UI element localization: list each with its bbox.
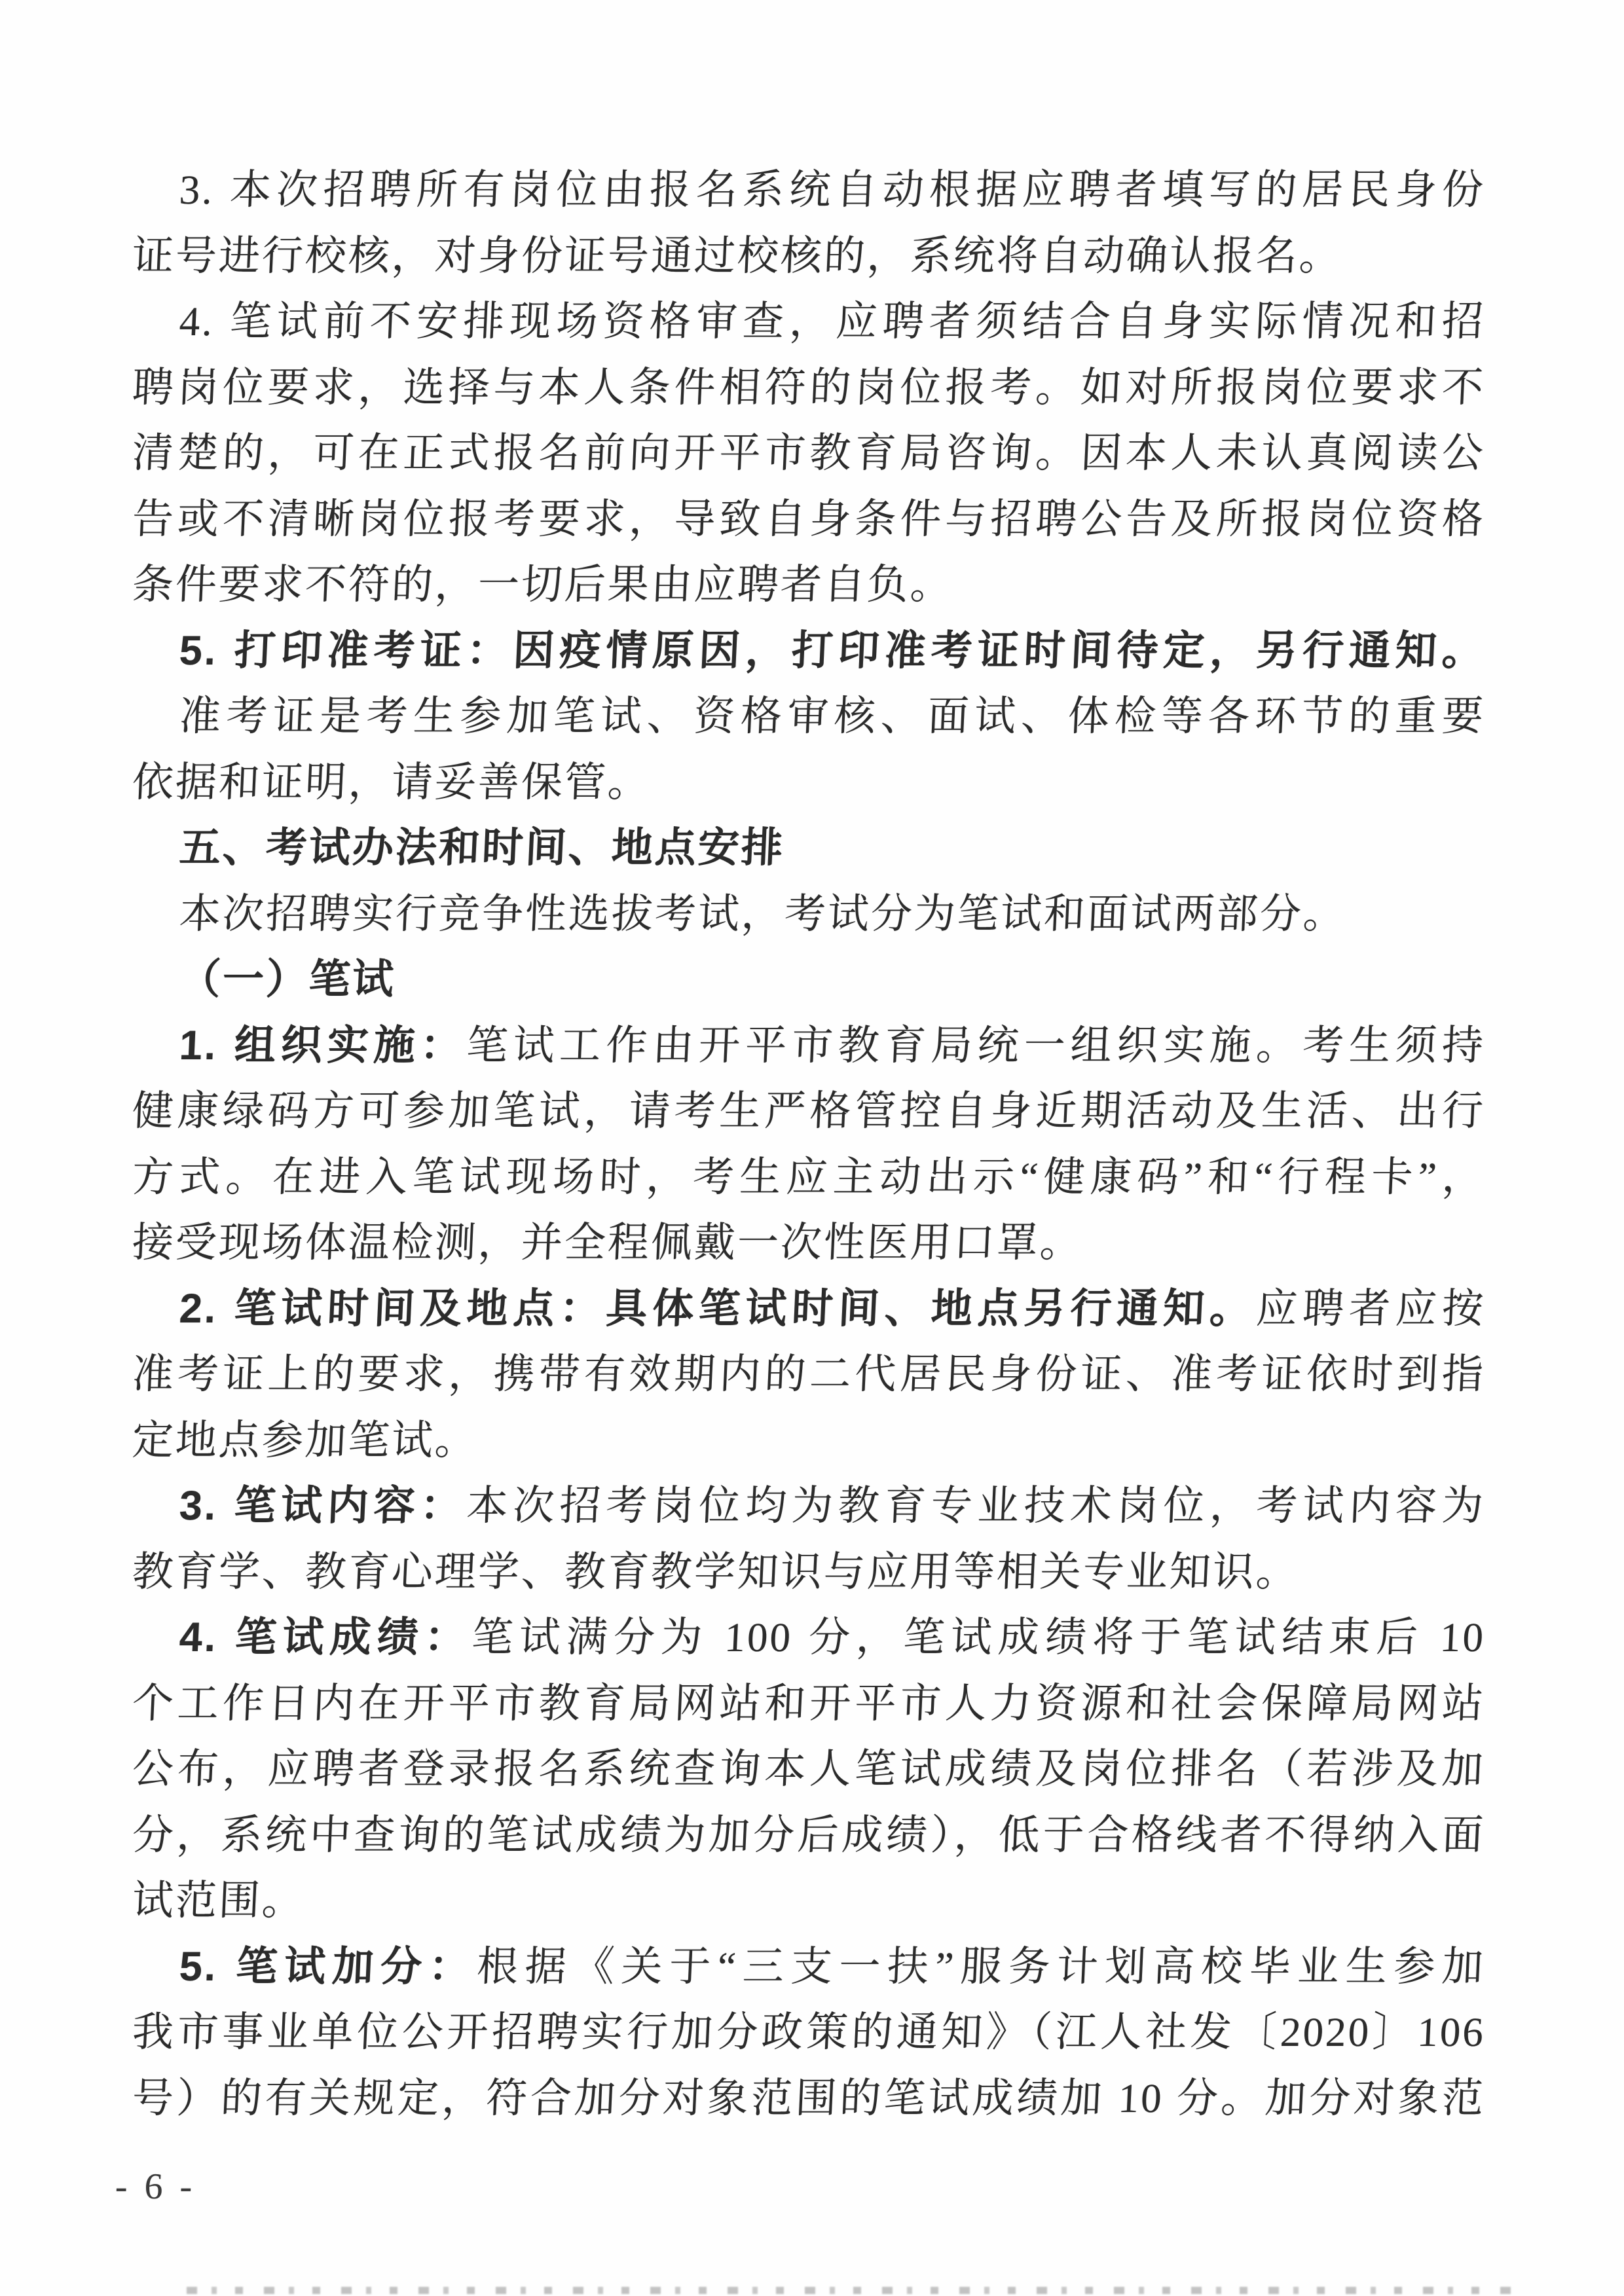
text-line: [131, 486, 1487, 553]
regular-text-run: 公布，应聘者登录报名系统查询本人笔试成绩及岗位排名（若涉及加: [131, 1746, 1486, 1792]
text-line: [131, 1605, 1487, 1671]
regular-text-run: 笔试工作由开平市教育局统一组织实施。考生须持: [466, 1022, 1486, 1068]
regular-text-run: 应聘者应按: [1255, 1285, 1486, 1332]
bold-text-run: 五、考试办法和时间、地点安排: [178, 825, 786, 871]
bold-text-run: 4. 笔试成绩：: [178, 1614, 473, 1660]
bold-text-run: 5. 笔试加分：: [178, 1943, 478, 1990]
regular-text-run: 试范围。: [131, 1878, 306, 1923]
regular-text-run: 个工作日内在开平市教育局网站和开平市人力资源和社会保障局网站: [131, 1680, 1486, 1726]
text-line: [131, 1736, 1487, 1802]
text-line: [131, 1473, 1487, 1539]
regular-text-run: 依据和证明，请妥善保管。: [131, 759, 652, 805]
text-line: [131, 1999, 1487, 2066]
regular-text-run: 聘岗位要求，选择与本人条件相符的岗位报考。如对所报岗位要求不: [131, 364, 1486, 410]
bold-text-run: 1. 组织实施：: [178, 1022, 468, 1068]
page-bottom-cutoff-artifact: [187, 2287, 1522, 2294]
regular-text-run: 清楚的，可在正式报名前向开平市教育局咨询。因本人未认真阅读公: [131, 430, 1486, 476]
regular-text-run: 根据《关于“三支一扶”服务计划高校毕业生参加: [475, 1943, 1486, 1990]
document-text-block: [132, 157, 1485, 2131]
text-line: [131, 552, 1487, 618]
text-line: [131, 683, 1487, 750]
text-line: [131, 1276, 1487, 1342]
regular-text-run: 4. 笔试前不安排现场资格审查，应聘者须结合自身实际情况和招: [178, 299, 1486, 344]
regular-text-run: 教育学、教育心理学、教育教学知识与应用等相关专业知识。: [131, 1548, 1301, 1595]
regular-text-run: 本次招考岗位均为教育专业技术岗位，考试内容为: [466, 1483, 1486, 1529]
regular-text-run: 健康绿码方可参加笔试，请考生严格管控自身近期活动及生活、出行: [131, 1088, 1486, 1134]
text-line: [131, 1539, 1487, 1605]
regular-text-run: 本次招聘实行竞争性选拔考试，考试分为笔试和面试两部分。: [178, 890, 1348, 937]
regular-text-run: 证号进行校核，对身份证号通过校核的，系统将自动确认报名。: [131, 232, 1344, 279]
text-line: [131, 1408, 1487, 1474]
text-line: [131, 355, 1487, 421]
text-line: [131, 223, 1487, 289]
regular-text-run: 号）的有关规定，符合加分对象范围的笔试成绩加 10 分。加分对象范: [131, 2075, 1486, 2121]
text-line: [131, 881, 1487, 947]
text-line: [131, 1868, 1487, 1934]
regular-text-run: 条件要求不符的，一切后果由应聘者自负。: [131, 562, 955, 608]
text-line: [131, 1013, 1487, 1079]
bold-text-run: （一）笔试: [178, 957, 397, 1002]
regular-text-run: 分，系统中查询的笔试成绩为加分后成绩），低于合格线者不得纳入面: [131, 1812, 1486, 1858]
text-line: [131, 1671, 1487, 1737]
regular-text-run: 笔试满分为 100 分，笔试成绩将于笔试结束后 10: [470, 1614, 1486, 1660]
regular-text-run: 准考证是考生参加笔试、资格审核、面试、体检等各环节的重要: [178, 693, 1486, 739]
text-line: [131, 2066, 1487, 2132]
regular-text-run: 接受现场体温检测，并全程佩戴一次性医用口罩。: [131, 1220, 1084, 1266]
regular-text-run: 定地点参加笔试。: [131, 1417, 479, 1463]
regular-text-run: 告或不清晰岗位报考要求，导致自身条件与招聘公告及所报岗位资格: [131, 496, 1486, 542]
text-line: [131, 157, 1487, 223]
bold-text-run: 3. 笔试内容：: [178, 1483, 468, 1529]
text-line: [131, 420, 1487, 486]
text-line: [131, 618, 1487, 684]
regular-text-run: 方式。在进入笔试现场时，考生应主动出示“健康码”和“行程卡”，: [131, 1154, 1486, 1200]
bold-text-run: 5. 打印准考证：因疫情原因，打印准考证时间待定，另行通知。: [178, 627, 1486, 674]
text-line: [131, 1078, 1487, 1144]
text-line: [131, 289, 1487, 355]
text-line: [131, 1144, 1487, 1211]
page-number: - 6 -: [114, 2166, 197, 2207]
bold-text-run: 2. 笔试时间及地点：具体笔试时间、地点另行通知。: [178, 1285, 1257, 1332]
section-heading: [131, 815, 1487, 881]
regular-text-run: 3. 本次招聘所有岗位由报名系统自动根据应聘者填写的居民身份: [178, 167, 1486, 213]
subsection-heading: [131, 947, 1487, 1013]
text-line: [131, 1341, 1487, 1408]
text-line: [131, 1934, 1487, 2000]
text-line: [131, 1802, 1487, 1868]
text-line: [131, 750, 1487, 816]
regular-text-run: 我市事业单位公开招聘实行加分政策的通知》（江人社发〔2020〕106: [131, 2009, 1486, 2055]
text-line: [131, 1210, 1487, 1276]
regular-text-run: 准考证上的要求，携带有效期内的二代居民身份证、准考证依时到指: [131, 1351, 1486, 1397]
